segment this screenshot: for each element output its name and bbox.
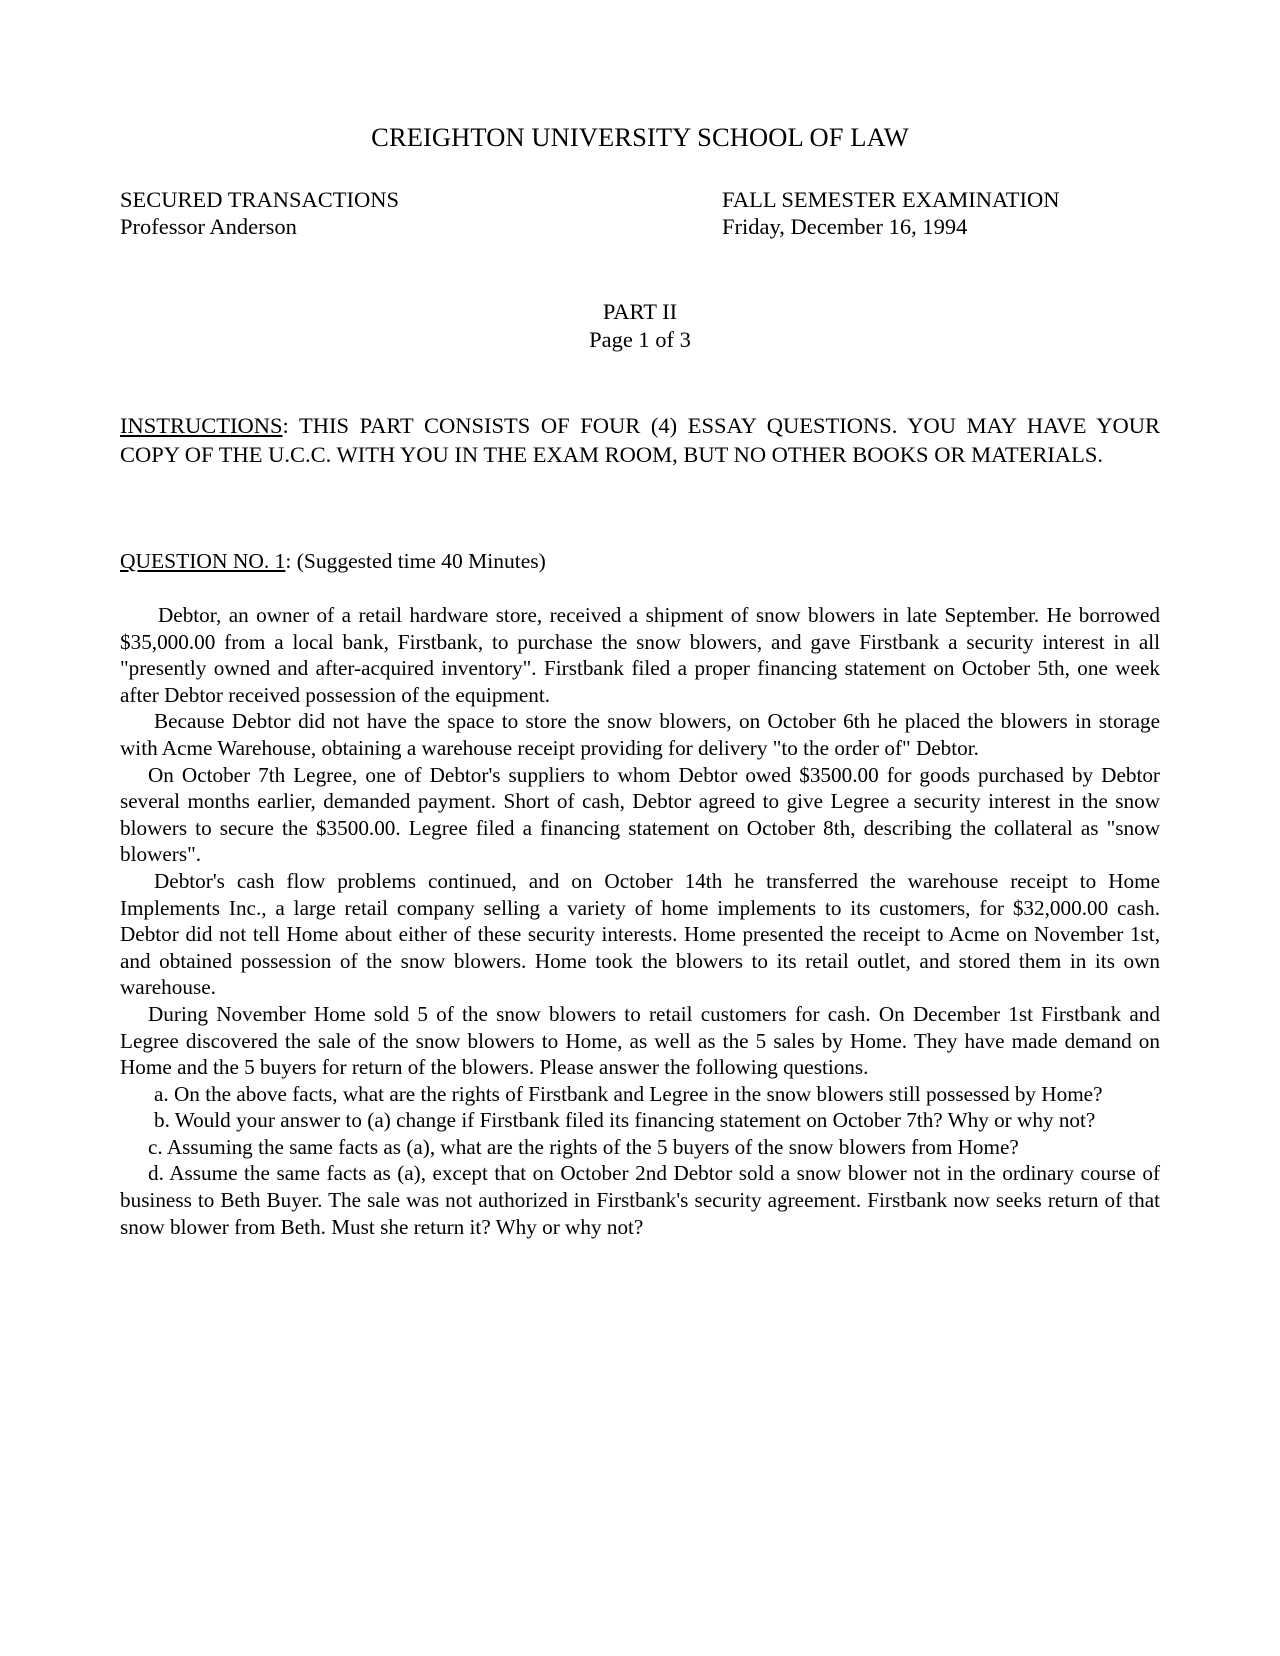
school-title: CREIGHTON UNIVERSITY SCHOOL OF LAW [371, 122, 909, 152]
question-body [120, 602, 1160, 1240]
question-paragraph: Because Debtor did not have the space to store the snow blowers, on October 6th he placed the blowers in storage with Acme Warehouse, obtaining a warehouse receipt providing for delivery "to the order of" Debtor. [120, 709, 1160, 760]
course-name: SECURED TRANSACTIONS [120, 187, 399, 212]
sub-question-c: c. Assuming the same facts as (a), what are the rights of the 5 buyers of the snow blowers from Home? [148, 1134, 1019, 1159]
question-heading [120, 548, 1160, 575]
instructions [120, 412, 1160, 469]
page-number: Page 1 of 3 [589, 327, 691, 352]
part-heading [0, 298, 1280, 354]
exam-date: Friday, December 16, 1994 [722, 214, 968, 239]
exam-name: FALL SEMESTER EXAMINATION [722, 187, 1060, 212]
sub-question-d: d. Assume the same facts as (a), except that on October 2nd Debtor sold a snow blower not in the ordinary course of business to Beth Buyer. The sale was not authorized in Firstbank's security agreement. Firstbank now seeks return of that snow blower from Beth. Must she return it? Why or why not? [120, 1161, 1160, 1239]
question-paragraph: During November Home sold 5 of the snow blowers to retail customers for cash. On December 1st Firstbank and Legree discovered the sale of the snow blowers to Home, as well as the 5 sales by Home. They have made demand on Home and the 5 buyers for return of the blowers. Please answer the following questions. [120, 1001, 1160, 1080]
professor-name: Professor Anderson [120, 214, 297, 239]
sub-question-a: a. On the above facts, what are the rights of Firstbank and Legree in the snow blowers still possessed by Home? [154, 1081, 1103, 1106]
question-label: QUESTION NO. 1 [120, 549, 286, 573]
instructions-label: INSTRUCTIONS [120, 413, 283, 438]
sub-question-b: b. Would your answer to (a) change if Firstbank filed its financing statement on October 7th? Why or why not? [154, 1108, 1096, 1133]
part-label: PART II [602, 299, 678, 324]
instructions-text: : THIS PART CONSISTS OF FOUR (4) ESSAY QUESTIONS. YOU MAY HAVE YOUR COPY OF THE U.C.C. WITH YOU IN THE EXAM ROOM, BUT NO OTHER BOOKS OR MATERIALS. [120, 413, 1160, 467]
question-time: : (Suggested time 40 Minutes) [285, 549, 546, 573]
exam-info [722, 186, 1060, 240]
question-paragraph: Debtor, an owner of a retail hardware store, received a shipment of snow blowers in late September. He borrowed $35,000.00 from a local bank, Firstbank, to purchase the snow blowers, and gave Firstbank a security interest in all "presently owned and after-acquired inventory". Firstbank filed a proper financing statement on October 5th, one week after Debtor received possession of the equipment. [120, 603, 1160, 707]
question-paragraph: On October 7th Legree, one of Debtor's suppliers to whom Debtor owed $3500.00 for goods purchased by Debtor several months earlier, demanded payment. Short of cash, Debtor agreed to give Legree a security interest in the snow blowers to secure the $3500.00. Legree filed a financing statement on October 8th, describing the collateral as "snow blowers". [120, 762, 1160, 867]
course-info [120, 186, 399, 240]
question-paragraph: Debtor's cash flow problems continued, and on October 14th he transferred the warehouse receipt to Home Implements Inc., a large retail company selling a variety of home implements to its customers, for $32,000.00 cash. Debtor did not tell Home about either of these security interests. Home presented the receipt to Acme on November 1st, and obtained possession of the snow blowers. Home took the blowers to its retail outlet, and stored them in its own warehouse. [120, 868, 1160, 1000]
